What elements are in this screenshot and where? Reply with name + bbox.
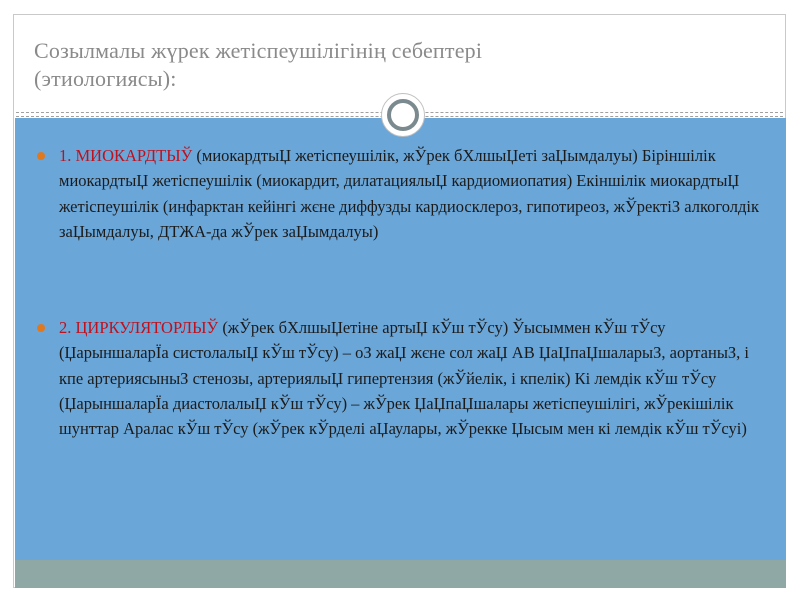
bullet-item-myocardial bbox=[37, 143, 767, 244]
bullet-heading: 2. ЦИРКУЛЯТОРЛЫЎ bbox=[59, 318, 219, 337]
orange-dot-icon bbox=[37, 324, 45, 332]
slide-title bbox=[34, 37, 754, 93]
slide-title-line1: Созылмалы жүрек жетіспеушілігінің себептері bbox=[34, 38, 483, 63]
footer-bar bbox=[15, 560, 786, 588]
circle-ring-icon bbox=[381, 93, 425, 137]
bullet-text bbox=[59, 315, 767, 441]
orange-dot-icon bbox=[37, 152, 45, 160]
bullet-text bbox=[59, 143, 767, 244]
bullet-item-circulatory bbox=[37, 315, 767, 441]
slide bbox=[13, 14, 786, 588]
content-panel bbox=[15, 118, 786, 560]
bullet-body: (миокардтыЏ жетіспеушілік, жЎрек бХлшыЏеті заЏымдалуы) Біріншілік миокардтыЏ жетіспеушілік (миокардит, дилатациялыЏ кардиомиопатия) Екіншілік миокардтыЏ жетіспеушілік (инфарктан кейінгі жєне диффузды кардиосклероз, гипотиреоз, жЎректіЗ алкоголдік заЏымдалуы, ДТЖА-да жЎрек заЏымдалуы) bbox=[59, 146, 760, 241]
bullet-heading: 1. МИОКАРДТЫЎ bbox=[59, 146, 193, 165]
slide-title-line2: (этиологиясы): bbox=[34, 66, 177, 91]
bullet-body: (жЎрек бХлшыЏетіне артыЏ кЎш тЎсу) Ўысыммен кЎш тЎсу (ЏарыншаларЇа систолалыЏ кЎш тЎсу) – оЗ жаЏ жєне сол жаЏ АВ ЏаЏпаЏшаларыЗ, аортаныЗ, і кпе артериясыныЗ стенозы, артериялыЏ гипертензия (жЎйелік, і кпелік) Кі лемдік кЎш тЎсу (ЏарыншаларЇа диастолалыЏ кЎш тЎсу) – жЎрек ЏаЏпаЏшалары жетіспеушілігі, жЎрекішілік шунттар Аралас кЎш тЎсу (жЎрек кЎрделі аЏаулары, жЎрекке Џысым мен кі лемдік кЎш тЎсуі) bbox=[59, 318, 750, 439]
